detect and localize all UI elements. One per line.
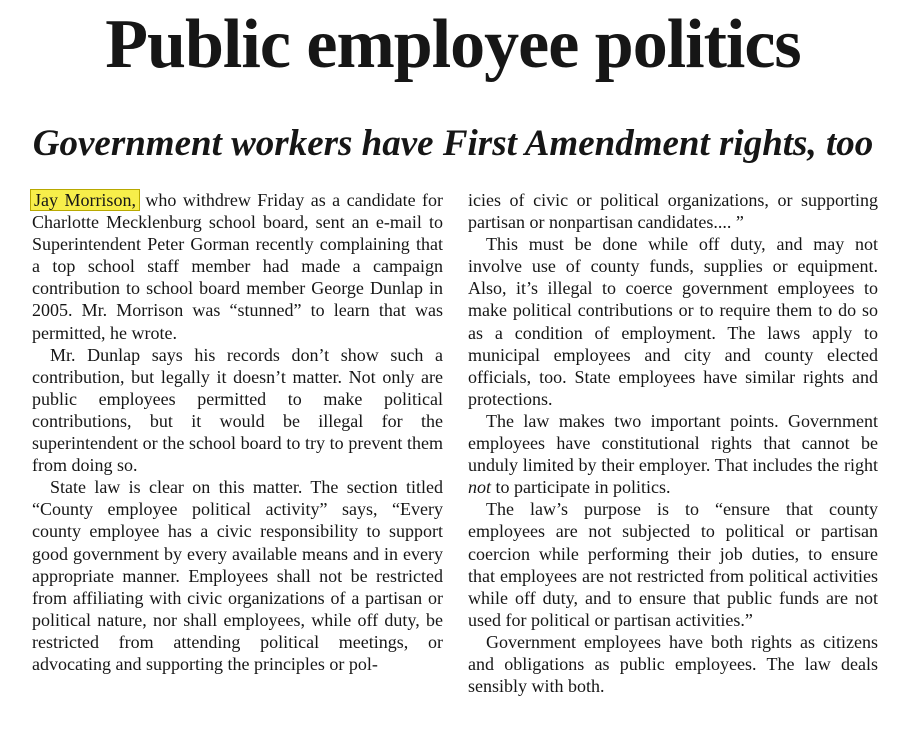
article-paragraph-1	[32, 189, 443, 344]
article-column-right	[468, 189, 878, 697]
article-paragraph-5	[468, 410, 878, 498]
article-paragraph-3: State law is clear on this matter. The section titled “County employee political activity” says, “Every county employee has a civic responsibility to support good government by every available means and in every appropriate manner. Employees shall not be restricted from affiliating with civic organizations of a partisan or political nature, nor shall employees, while off duty, be restricted from attending political meetings, or advocating and supporting the principles or pol-	[32, 477, 443, 674]
headline: Public employee politics	[105, 6, 801, 83]
article-paragraph-3-continued: icies of civic or political organizations, or supporting partisan or nonpartisan candidates.... ”	[468, 190, 878, 233]
article-paragraph-6: The law’s purpose is to “ensure that county employees are not subjected to political or partisan coercion while performing their job duties, to ensure that employees are not restricted from political activities while off duty, and to ensure that public funds are not used for political or partisan activities.”	[468, 499, 878, 630]
article-paragraph-2: Mr. Dunlap says his records don’t show such a contribution, but legally it doesn’t matter. Not only are public employees permitted to make political contributions, but it would be illegal for the superintendent or the school board to try to prevent them from doing so.	[32, 344, 443, 476]
article-paragraph-7: Government employees have both rights as citizens and obligations as public employees. The law deals sensibly with both.	[468, 631, 878, 697]
paragraph-1-text: who withdrew Friday as a candidate for Charlotte Mecklenburg school board, sent an e-mail to Superintendent Peter Gorman recently complaining that a top school staff member had made a campaign contribution to school board member George Dunlap in 2005. Mr. Morrison was “stunned” to learn that was permitted, he wrote.	[32, 190, 443, 343]
paragraph-5-emphasis: not	[468, 477, 492, 498]
article-paragraph-4: This must be done while off duty, and may not involve use of county funds, supplies or equipment. Also, it’s illegal to coerce government employees to make political contributions or to require them to do so as a condition of employment. The laws apply to municipal employees and city and county elected officials, too. State employees have similar rights and protections.	[468, 234, 878, 409]
paragraph-5-text-a: The law makes two important points. Government employees have constitutional rights that cannot be unduly limited by their employer. That includes the right	[468, 410, 878, 476]
subheadline: Government workers have First Amendment rights, too	[32, 123, 874, 164]
article-column-left	[32, 189, 443, 675]
highlighted-name: Jay Morrison,	[31, 190, 139, 210]
paragraph-5-text-b: to participate in politics.	[491, 477, 671, 498]
